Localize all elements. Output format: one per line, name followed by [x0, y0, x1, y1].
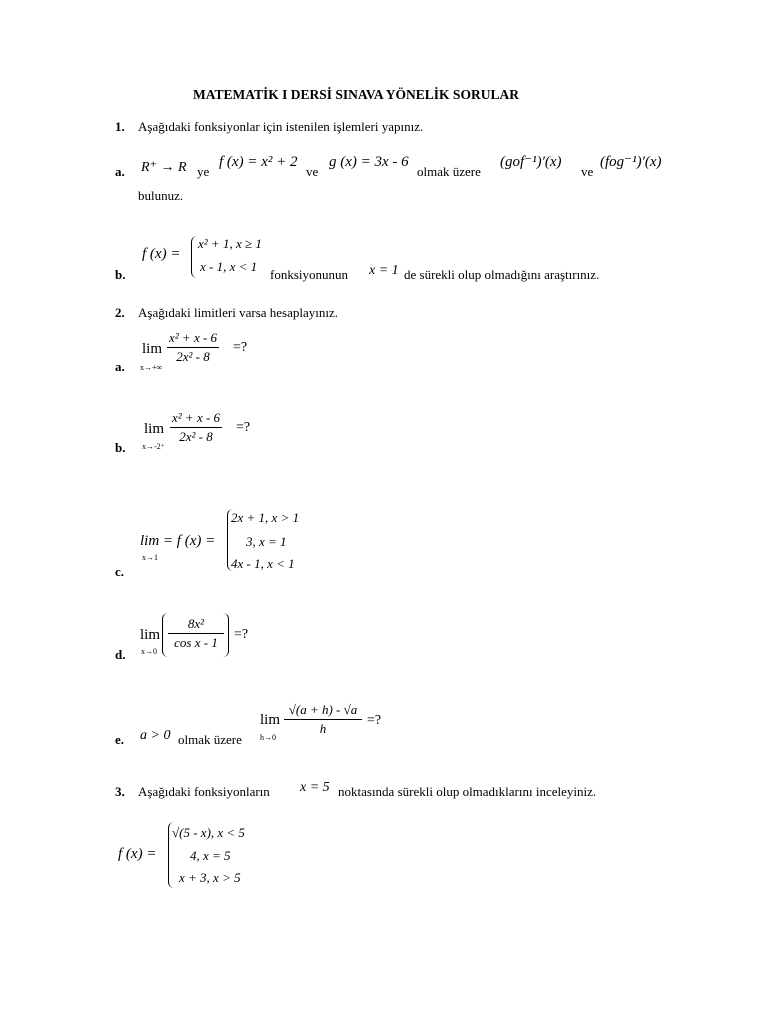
q1b-text2: de sürekli olup olmadığını araştırınız. — [404, 267, 600, 282]
q3-fx: f (x) = — [118, 846, 157, 862]
q2c-case2: 3, x = 1 — [246, 534, 287, 549]
q2b-numerator: x² + x - 6 — [170, 410, 222, 428]
q2-number: 2. — [115, 305, 125, 320]
q2d-eq: =? — [234, 627, 249, 642]
q2a-eq: =? — [233, 340, 248, 355]
q2c-case1: 2x + 1, x > 1 — [231, 510, 300, 525]
q1a-f-def: f (x) = x² + 2 — [219, 154, 298, 170]
q2e-cond: a > 0 — [140, 728, 171, 743]
q1a-olmak: olmak üzere — [417, 164, 481, 179]
q2d-lim: lim — [140, 627, 161, 643]
q2e-label: e. — [115, 732, 125, 747]
q1a-domain: R⁺ → R — [141, 160, 187, 175]
q1a-fog: (fog⁻¹)′(x) — [600, 154, 662, 170]
q1a-ye: ye — [197, 164, 210, 179]
q2d-right-paren — [223, 613, 229, 657]
q2a-denominator: 2x² - 8 — [176, 349, 210, 364]
q1-text: Aşağıdaki fonksiyonlar için istenilen işlemleri yapınız. — [138, 119, 424, 134]
q3-number: 3. — [115, 784, 125, 799]
page-title: MATEMATİK I DERSİ SINAVA YÖNELİK SORULAR — [193, 87, 519, 102]
q2c-lim-sub: x→1 — [142, 553, 158, 562]
q1b-fx: f (x) = — [142, 246, 181, 262]
q1-number: 1. — [115, 119, 125, 134]
q2e-numerator: √(a + h) - √a — [284, 702, 362, 720]
q2c-label: c. — [115, 564, 125, 579]
q2a-fraction — [167, 330, 219, 365]
q2e-eq: =? — [367, 713, 382, 728]
q3-case3: x + 3, x > 5 — [179, 870, 241, 885]
q2d-denominator: cos x - 1 — [174, 635, 218, 650]
q2b-fraction — [170, 410, 222, 445]
q3-case1: √(5 - x), x < 5 — [172, 825, 245, 840]
q2c-case3: 4x - 1, x < 1 — [231, 556, 295, 571]
q2e-olmak: olmak üzere — [178, 732, 242, 747]
q2d-fraction — [168, 616, 224, 651]
q3-text1: Aşağıdaki fonksiyonların — [138, 784, 270, 799]
q2a-label: a. — [115, 359, 125, 374]
q2a-lim: lim — [142, 341, 163, 357]
q1b-label: b. — [115, 267, 126, 282]
q1b-point: x = 1 — [369, 263, 399, 278]
q2e-denominator: h — [319, 721, 327, 736]
q2e-lim-sub: h→0 — [260, 733, 276, 742]
q2b-lim-sub: x→-2⁺ — [142, 442, 165, 451]
q1a-gof: (gof⁻¹)′(x) — [500, 154, 562, 170]
q3-text2: noktasında sürekli olup olmadıklarını inceleyiniz. — [338, 784, 597, 799]
q2-text: Aşağıdaki limitleri varsa hesaplayınız. — [138, 305, 338, 320]
q2e-lim: lim — [260, 712, 281, 728]
q2b-denominator: 2x² - 8 — [179, 429, 213, 444]
q1a-bulunuz: bulunuz. — [138, 188, 184, 203]
q2b-lim: lim — [144, 421, 165, 437]
q2d-lim-sub: x→0 — [141, 647, 157, 656]
q1a-ve1: ve — [306, 164, 319, 179]
q2b-eq: =? — [236, 420, 251, 435]
q1b-brace — [191, 236, 198, 278]
q3-case2: 4, x = 5 — [190, 848, 231, 863]
q2d-numerator: 8x² — [168, 616, 224, 634]
q2a-numerator: x² + x - 6 — [167, 330, 219, 348]
q1a-ve2: ve — [581, 164, 594, 179]
q1b-text1: fonksiyonunun — [270, 267, 348, 282]
q3-point: x = 5 — [300, 780, 330, 795]
q2e-fraction — [284, 702, 362, 737]
q2c-lim: lim = f (x) = — [140, 533, 216, 549]
q2b-label: b. — [115, 440, 126, 455]
q2d-label: d. — [115, 647, 126, 662]
q1a-label: a. — [115, 164, 125, 179]
q1a-g-def: g (x) = 3x - 6 — [329, 154, 409, 170]
q1b-case2: x - 1, x < 1 — [200, 259, 258, 274]
q1b-case1: x² + 1, x ≥ 1 — [198, 236, 262, 251]
q2a-lim-sub: x→+∞ — [140, 363, 163, 372]
